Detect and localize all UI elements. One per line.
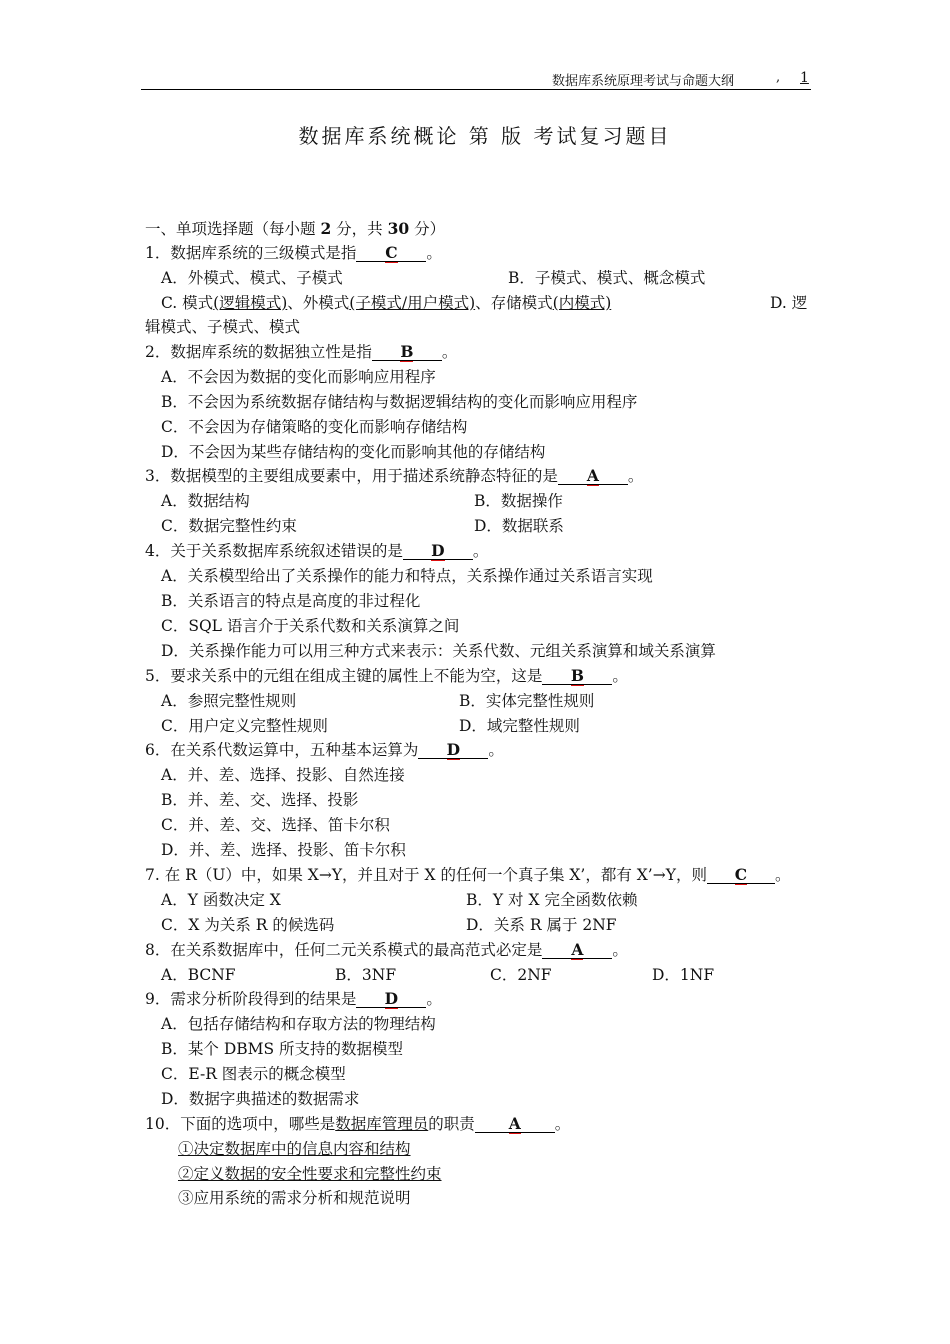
q1-option-c: C. 模式(逻辑模式)、外模式(子模式/用户模式)、存储模式(内模式) xyxy=(161,294,612,312)
q3-option-b: B．数据操作 xyxy=(474,492,563,510)
answer-blank: D xyxy=(418,741,488,759)
answer-blank: B xyxy=(542,667,612,685)
q1-option-d-part1: D. 逻 xyxy=(770,294,808,312)
question-1-stem: 1．数据库系统的三级模式是指 C 。 xyxy=(145,243,442,262)
q8-option-d: D．1NF xyxy=(652,966,715,984)
q2-option-b: B．不会因为系统数据存储结构与数据逻辑结构的变化而影响应用程序 xyxy=(161,393,638,411)
q9-option-c: C．E-R 图表示的概念模型 xyxy=(161,1065,346,1083)
q5-option-d: D．域完整性规则 xyxy=(459,717,580,735)
question-3-stem: 3．数据模型的主要组成要素中，用于描述系统静态特征的是 A 。 xyxy=(145,466,644,485)
q2-option-d: D．不会因为某些存储结构的变化而影响其他的存储结构 xyxy=(161,443,546,461)
q4-option-b: B．关系语言的特点是高度的非过程化 xyxy=(161,592,421,610)
answer-blank: A xyxy=(542,941,612,959)
q6-option-b: B．并、差、交、选择、投影 xyxy=(161,791,359,809)
document-title: 数据库系统概论 第 版 考试复习题目 xyxy=(298,124,672,148)
answer-blank: C xyxy=(707,866,775,884)
answer-blank: B xyxy=(372,343,442,361)
q5-option-c: C．用户定义完整性规则 xyxy=(161,717,328,735)
q2-option-c: C．不会因为存储策略的变化而影响存储结构 xyxy=(161,418,468,436)
answer-blank: C xyxy=(356,244,426,262)
answer-blank: A xyxy=(558,467,628,485)
running-header-separator: , xyxy=(776,70,781,85)
q4-option-a: A．关系模型给出了关系操作的能力和特点，关系操作通过关系语言实现 xyxy=(161,567,653,585)
question-10-stem: 10．下面的选项中，哪些是数据库管理员的职责 A 。 xyxy=(145,1114,571,1133)
answer-blank: A xyxy=(475,1115,555,1133)
question-5-stem: 5．要求关系中的元组在组成主键的属性上不能为空，这是 B 。 xyxy=(145,666,628,685)
q8-option-a: A．BCNF xyxy=(161,966,236,984)
q10-item-1: ①决定数据库中的信息内容和结构 xyxy=(178,1140,411,1158)
q10-item-2: ②定义数据的安全性要求和完整性约束 xyxy=(178,1165,442,1183)
question-8-stem: 8．在关系数据库中，任何二元关系模式的最高范式必定是 A 。 xyxy=(145,940,628,959)
section-heading: 一、单项选择题（每小题 2 分，共 30 分） xyxy=(145,219,446,238)
q6-option-a: A．并、差、选择、投影、自然连接 xyxy=(161,766,405,784)
question-9-stem: 9．需求分析阶段得到的结果是 D 。 xyxy=(145,989,442,1008)
question-2-stem: 2．数据库系统的数据独立性是指 B 。 xyxy=(145,342,458,361)
q5-option-b: B．实体完整性规则 xyxy=(459,692,595,710)
q8-option-b: B．3NF xyxy=(335,966,397,984)
question-4-stem: 4．关于关系数据库系统叙述错误的是 D 。 xyxy=(145,541,489,560)
q1-option-a: A．外模式、模式、子模式 xyxy=(161,269,343,287)
q5-option-a: A．参照完整性规则 xyxy=(161,692,297,710)
q7-option-d: D．关系 R 属于 2NF xyxy=(466,916,617,934)
question-6-stem: 6．在关系代数运算中，五种基本运算为 D 。 xyxy=(145,740,504,759)
q3-option-a: A．数据结构 xyxy=(161,492,250,510)
running-header-title: 数据库系统原理考试与命题大纲 xyxy=(552,74,735,89)
q4-option-d: D．关系操作能力可以用三种方式来表示：关系代数、元组关系演算和域关系演算 xyxy=(161,642,716,660)
q2-option-a: A．不会因为数据的变化而影响应用程序 xyxy=(161,368,436,386)
q9-option-a: A．包括存储结构和存取方法的物理结构 xyxy=(161,1015,436,1033)
q9-option-d: D．数据字典描述的数据需求 xyxy=(161,1090,360,1108)
q7-option-b: B．Y 对 X 完全函数依赖 xyxy=(466,891,638,909)
answer-blank: D xyxy=(403,542,473,560)
q6-option-c: C．并、差、交、选择、笛卡尔积 xyxy=(161,816,390,834)
q7-option-c: C．X 为关系 R 的候选码 xyxy=(161,916,335,934)
question-7-stem: 7. 在 R（U）中，如果 X→Y，并且对于 X 的任何一个真子集 X’，都有 X’→Y，则 C 。 xyxy=(145,865,791,884)
q4-option-c: C．SQL 语言介于关系代数和关系演算之间 xyxy=(161,617,460,635)
q9-option-b: B．某个 DBMS 所支持的数据模型 xyxy=(161,1040,404,1058)
q1-option-d-part2: 辑模式、子模式、模式 xyxy=(145,318,301,336)
q8-option-c: C．2NF xyxy=(490,966,552,984)
page-number: 1 xyxy=(800,70,809,86)
answer-blank: D xyxy=(356,990,426,1008)
q10-item-3: ③应用系统的需求分析和规范说明 xyxy=(178,1189,411,1207)
header-rule xyxy=(141,89,811,90)
q3-option-c: C．数据完整性约束 xyxy=(161,517,297,535)
q1-option-b: B．子模式、模式、概念模式 xyxy=(508,269,706,287)
q3-option-d: D．数据联系 xyxy=(474,517,564,535)
q6-option-d: D．并、差、选择、投影、笛卡尔积 xyxy=(161,841,406,859)
q7-option-a: A．Y 函数决定 X xyxy=(161,891,281,909)
